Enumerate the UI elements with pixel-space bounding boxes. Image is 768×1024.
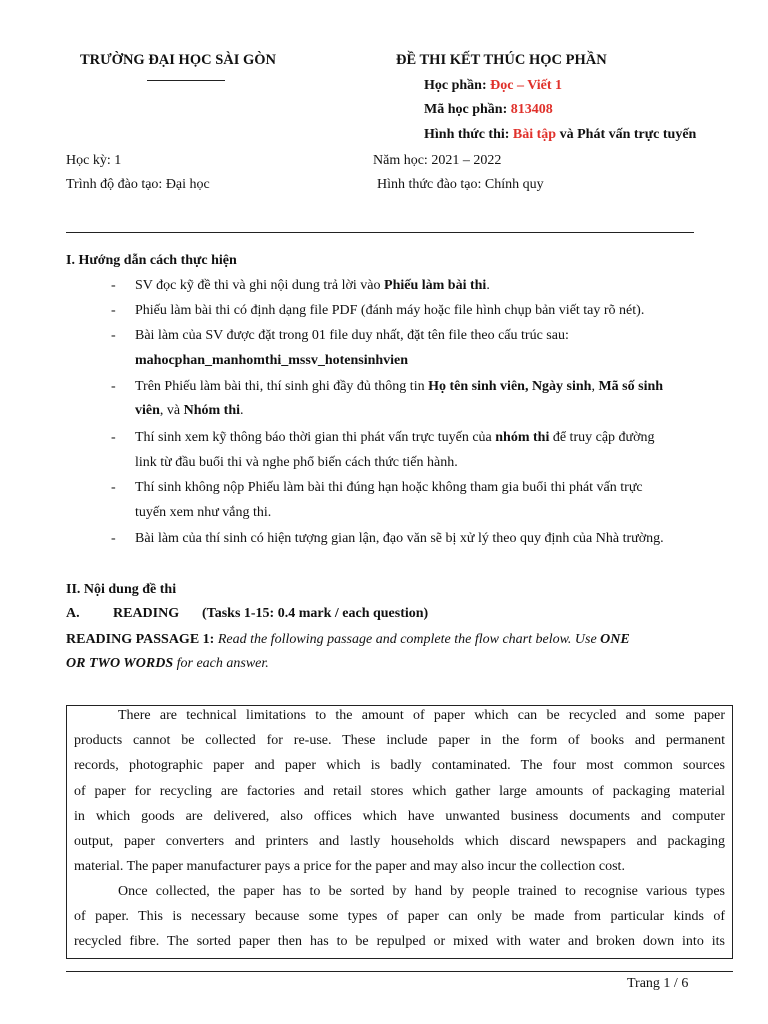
bullet-5-cont: link từ đầu buổi thi và nghe phổ biến cách thức tiến hành. <box>135 455 458 470</box>
passage-line: records, photographic paper and paper which is badly contaminated. The four most common sources <box>74 758 725 773</box>
bullet-7: Bài làm của thí sinh có hiện tượng gian lận, đạo văn sẽ bị xử lý theo quy định của Nhà trường. <box>135 531 664 546</box>
passage-line: material. The paper manufacturer pays a price for the paper and may also incur the collection cost. <box>74 859 625 874</box>
bullet-dash: - <box>111 278 116 293</box>
section2-heading: II. Nội dung đề thi <box>66 582 177 597</box>
exam-title: ĐỀ THI KẾT THÚC HỌC PHẦN <box>396 52 607 68</box>
training-mode: Hình thức đào tạo: Chính quy <box>377 177 544 192</box>
course-label: Học phần: <box>424 78 491 93</box>
bullet-3: Bài làm của SV được đặt trong 01 file duy nhất, đặt tên file theo cấu trúc sau: <box>135 328 569 343</box>
school-name: TRƯỜNG ĐẠI HỌC SÀI GÒN <box>80 52 277 68</box>
passage-line: of paper for recycling are factories and retail stores which gather large amounts of packaging material <box>74 784 725 799</box>
bullet-4: Trên Phiếu làm bài thi, thí sinh ghi đầy đủ thông tin Họ tên sinh viên, Ngày sinh, Mã số sinh <box>135 379 664 394</box>
bullet-2: Phiếu làm bài thi có định dạng file PDF (đánh máy hoặc file hình chụp bản viết tay rõ nét). <box>135 303 645 318</box>
course-line <box>424 78 562 94</box>
page-number: Trang 1 / 6 <box>627 976 689 991</box>
bullet-dash: - <box>111 430 116 445</box>
file-name-pattern: mahocphan_manhomthi_mssv_hotensinhvien <box>135 353 409 368</box>
bullet-6: Thí sinh không nộp Phiếu làm bài thi đúng hạn hoặc không tham gia buổi thi phát vấn trực <box>135 480 643 495</box>
footer-divider <box>66 971 733 972</box>
format-rest: và Phát vấn trực tuyến <box>556 127 697 142</box>
code-label: Mã học phần: <box>424 102 511 117</box>
bullet-6-cont: tuyến xem như vắng thi. <box>135 505 272 520</box>
bullet-dash: - <box>111 379 116 394</box>
bullet-4-cont: viên, và Nhóm thi. <box>135 403 244 418</box>
passage-line: output, paper converters and printers and lastly households which discard newspapers and packaging <box>74 834 725 849</box>
part-a-label: A. <box>66 606 80 621</box>
academic-year: Năm học: 2021 – 2022 <box>373 153 502 168</box>
bullet-dash: - <box>111 328 116 343</box>
format-value: Bài tập <box>512 127 557 142</box>
passage-line: recycled fibre. The sorted paper then has to be repulped or mixed with water and broken down into its <box>74 934 725 949</box>
school-underline <box>147 80 225 81</box>
code-value: 813408 <box>510 102 553 117</box>
header-divider <box>66 232 694 233</box>
bullet-dash: - <box>111 480 116 495</box>
training-level: Trình độ đào tạo: Đại học <box>66 177 210 192</box>
bullet-dash: - <box>111 303 116 318</box>
format-label: Hình thức thi: <box>424 127 513 142</box>
bullet-dash: - <box>111 531 116 546</box>
format-line <box>424 127 696 143</box>
bullet-1: SV đọc kỹ đề thi và ghi nội dung trả lời vào Phiếu làm bài thi. <box>135 278 490 293</box>
passage-line: of paper. This is necessary because some types of paper can only be made from particular kinds of <box>74 909 725 924</box>
passage-instruction-cont: OR TWO WORDS for each answer. <box>66 656 269 671</box>
bullet-5: Thí sinh xem kỹ thông báo thời gian thi phát vấn trực tuyến của nhóm thi để truy cập đường <box>135 430 655 445</box>
passage-line: Once collected, the paper has to be sorted by hand by people trained to recognise various types <box>118 884 725 899</box>
passage-line: There are technical limitations to the amount of paper which can be recycled and some paper <box>118 708 725 723</box>
course-value: Đọc – Viết 1 <box>490 78 563 93</box>
section1-heading: I. Hướng dẫn cách thực hiện <box>66 253 237 268</box>
code-line <box>424 102 553 118</box>
reading-passage-box <box>66 705 733 959</box>
passage-line: in which goods are delivered, also offices which have unwanted business documents and computer <box>74 809 725 824</box>
passage-line: products cannot be collected for re-use. These include paper in the form of books and permanent <box>74 733 725 748</box>
semester: Học kỳ: 1 <box>66 153 122 168</box>
part-a-tasks: (Tasks 1-15: 0.4 mark / each question) <box>202 606 429 621</box>
passage-instruction: READING PASSAGE 1: Read the following passage and complete the flow chart below. Use ONE <box>66 632 630 647</box>
part-a-title: READING <box>113 606 180 621</box>
